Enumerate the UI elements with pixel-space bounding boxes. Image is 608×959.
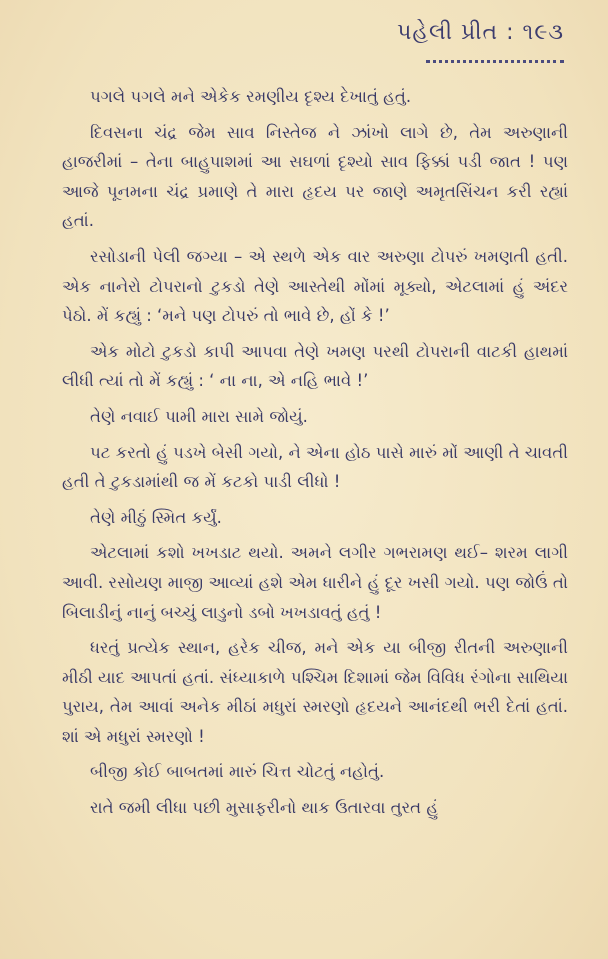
page-body bbox=[62, 76, 568, 829]
paragraph: એટલામાં કશો ખખડાટ થયો. અમને લગીર ગભરામણ થઈ– શરમ લાગી આવી. રસોયણ માજી આવ્યાં હશે એમ ધારીને હું દૂર ખસી ગયો. પણ જોઉં તો બિલાડીનું નાનું બચ્ચું લાડુનો ડબો ખખડાવતું હતું ! bbox=[62, 543, 568, 622]
paragraph: તેણે મીઠું સ્મિત કર્યું. bbox=[90, 507, 222, 527]
paragraph: ધરતું પ્રત્યેક સ્થાન, હરેક ચીજ, મને એક યા બીજી રીતની અરુણાની મીઠી યાદ આપતાં હતાં. સંધ્યાકાળે પશ્ચિમ દિશામાં જેમ વિવિધ રંગોના સાથિયા પુરાય, તેમ આવાં અનેક મીઠાં મધુરાં સ્મરણો હૃદયને આનંદથી ભરી દેતાં હતાં. શાં એ મધુરાં સ્મરણો ! bbox=[62, 638, 568, 746]
paragraph: પગલે પગલે મને એકેક રમણીય દૃશ્ય દેખાતું હતું. bbox=[90, 87, 412, 106]
header-dotted-rule bbox=[426, 60, 564, 63]
paragraph: એક મોટો ટુકડો કાપી આપવા તેણે ખમણ પરથી ટોપરાની વાટકી હાથમાં લીધી ત્યાં તો મેં કહ્યું : ‘ ના ના, એ નહિ ભાવે !’ bbox=[62, 341, 568, 391]
paragraph: પટ કરતો હું પડખે બેસી ગયો, ને એના હોઠ પાસે મારું મોં આણી તે ચાવતી હતી તે ટુકડામાંથી જ મેં કટકો પાડી લીધો ! bbox=[62, 442, 568, 492]
paragraph: રસોડાની પેલી જગ્યા – એ સ્થળે એક વાર અરુણા ટોપરું ખમણતી હતી. એક નાનેરો ટોપરાનો ટુકડો તેણે આસ્તેથી મોંમાં મૂક્યો, એટલામાં હું અંદર પેઠો. મેં કહ્યું : ‘મને પણ ટોપરું તો ભાવે છે, હોં કે !’ bbox=[62, 246, 568, 326]
paragraph: રાતે જમી લીધા પછી મુસાફરીનો થાક ઉતારવા તુરત હું bbox=[90, 798, 439, 818]
paragraph: દિવસના ચંદ્ર જેમ સાવ નિસ્તેજ ને ઝાંખો લાગે છે, તેમ અરુણાની હાજરીમાં – તેના બાહુપાશમાં આ સઘળાં દૃશ્યો સાવ ફિક્કાં પડી જાત ! પણ આજે પૂનમના ચંદ્ર પ્રમાણે તે મારા હૃદય પર જાણે અમૃતસિંચન કરી રહ્યાં હતાં. bbox=[62, 122, 568, 231]
paragraph: તેણે નવાઈ પામી મારા સામે જોયું. bbox=[90, 406, 308, 426]
paragraph: બીજી કોઈ બાબતમાં મારું ચિત્ત ચોટતું નહોતું. bbox=[90, 762, 385, 782]
running-header: પહેલી પ્રીત : ૧૯૩ bbox=[397, 20, 564, 45]
